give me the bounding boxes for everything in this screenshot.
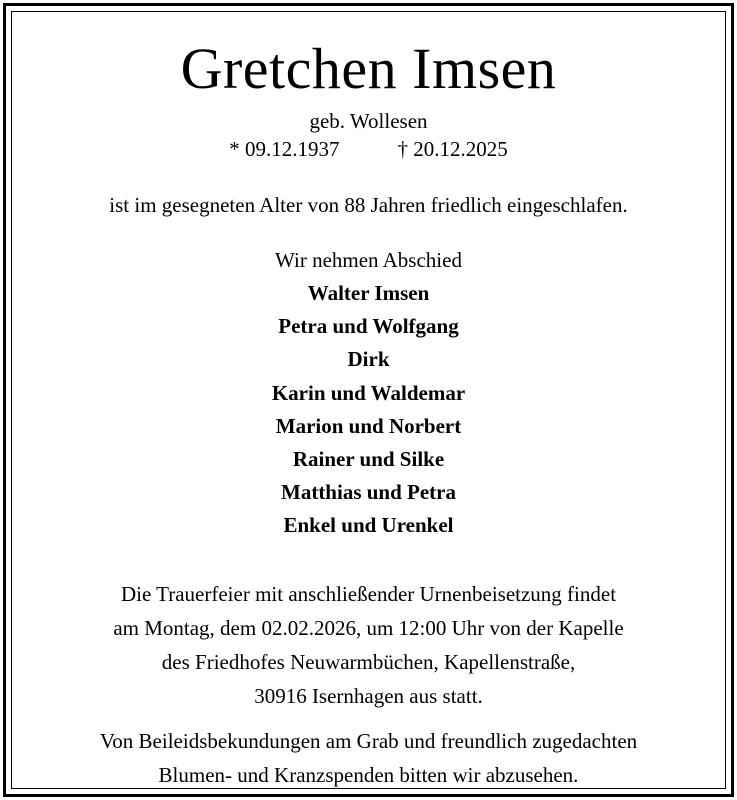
- mourners-list: [12, 277, 725, 543]
- mourner-name: Enkel und Urenkel: [283, 513, 454, 538]
- intro-text: ist im gesegneten Alter von 88 Jahren friedlich eingeschlafen.: [109, 193, 628, 217]
- ceremony-line: 30916 Isernhagen aus statt.: [254, 684, 483, 708]
- condolence-request: [12, 724, 725, 792]
- mourner-name: Walter Imsen: [307, 281, 430, 305]
- condolence-line: Blumen- und Kranzspenden bitten wir abzusehen.: [158, 763, 579, 787]
- mourner-name: Marion und Norbert: [275, 413, 462, 438]
- ceremony-details: [12, 577, 725, 713]
- birth-date: * 09.12.1937: [229, 137, 340, 161]
- death-date: † 20.12.2025: [397, 137, 508, 161]
- mourner-name: Matthias und Petra: [281, 480, 456, 505]
- mourner-name: Petra und Wolfgang: [278, 314, 459, 339]
- ceremony-line: Die Trauerfeier mit anschließender Urnenbeisetzung findet: [120, 582, 617, 606]
- mourner-name: Dirk: [347, 347, 390, 372]
- mourner-name: Rainer und Silke: [292, 447, 445, 472]
- ceremony-line: des Friedhofes Neuwarmbüchen, Kapellenstraße,: [161, 650, 576, 674]
- obituary-notice: [11, 11, 726, 789]
- farewell-heading: Wir nehmen Abschied: [275, 248, 462, 272]
- birth-name: geb. Wollesen: [309, 109, 428, 133]
- ceremony-line: am Montag, dem 02.02.2026, um 12:00 Uhr von der Kapelle: [113, 616, 624, 640]
- mourner-name: Karin und Waldemar: [271, 380, 466, 405]
- condolence-line: Von Beileidsbekundungen am Grab und freundlich zugedachten: [99, 729, 638, 753]
- life-dates: [12, 136, 725, 162]
- deceased-name: Gretchen Imsen: [180, 36, 557, 101]
- notice-outer-border: [3, 3, 734, 797]
